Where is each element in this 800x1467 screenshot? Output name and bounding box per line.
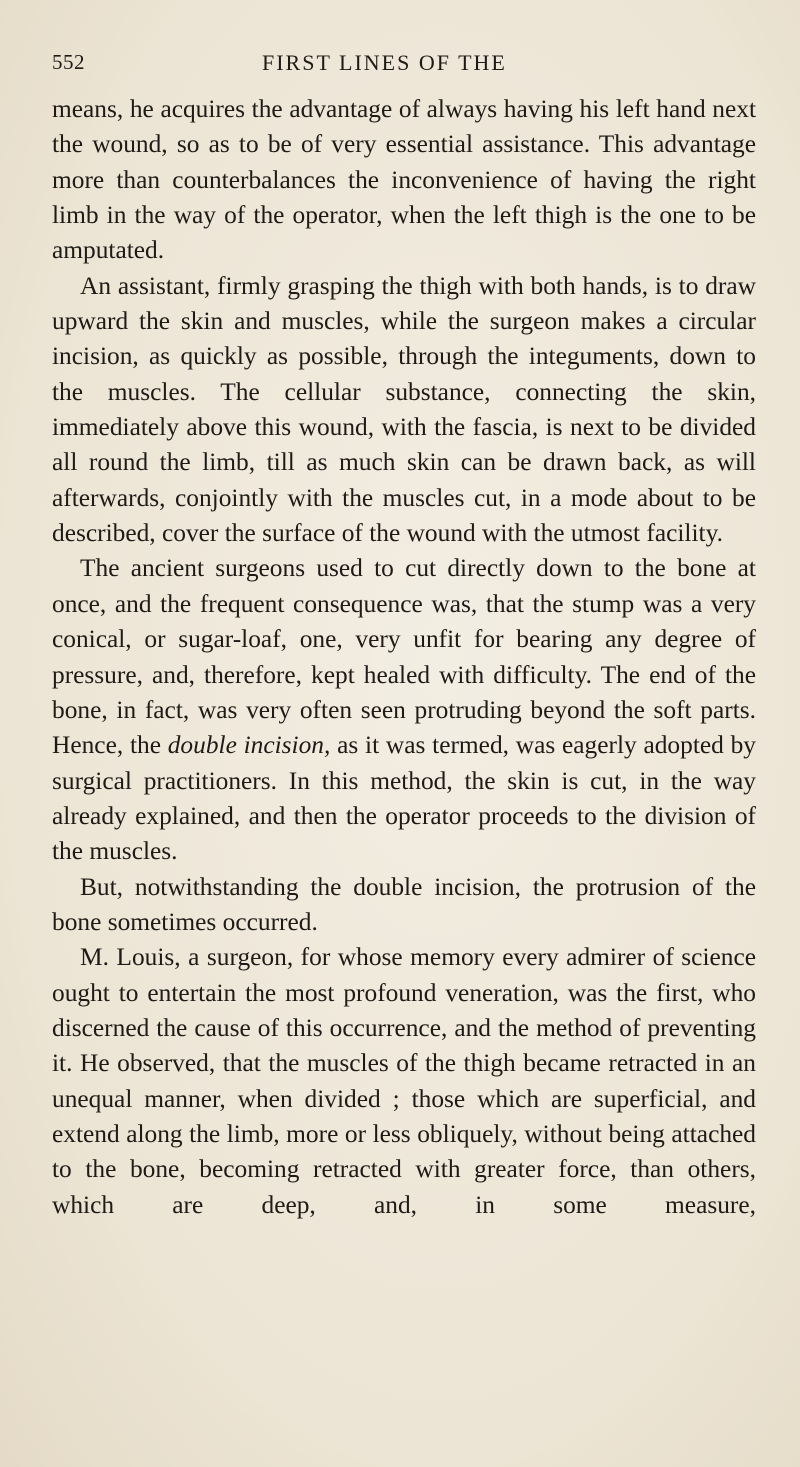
italic-term: double incision, [167,731,331,760]
running-head: FIRST LINES OF THE [262,50,507,75]
paragraph-continuation: means, he acquires the advantage of always having his left hand next the wound, so as to be of very essential assistance. This advantage more than counterbalances the inconvenience of having the right limb in the way of the operator, when the left thigh is the one to be amputated. [52,95,756,265]
paragraph-protrusion: But, notwithstanding the double incision, the protrusion of the bone sometimes occurred. [52,872,756,936]
body-text [52,92,756,1223]
page-number: 552 [52,50,85,74]
paragraph-text-after: as it was termed, was eagerly adopted by surgical practitioners. In this method, the skin is cut, in the way already explained, and then the operator proceeds to the division of the muscles. [52,731,756,866]
paragraph-louis: M. Louis, a surgeon, for whose memory every admirer of science ought to entertain the most profound veneration, was the first, who discerned the cause of this occurrence, and the method of preventing it. He observed, that the muscles of the thigh became retracted in an unequal manner, when divided ; those which are superficial, and extend along the limb, more or less obliquely, without being attached to the bone, becoming retracted with greater force, than others, which are deep, and, in some measure, [52,943,756,1219]
paragraph-assistant: An assistant, firmly grasping the thigh with both hands, is to draw upward the skin and muscles, while the surgeon makes a circular incision, as quickly as possible, through the integuments, down to the muscles. The cellular substance, connecting the skin, immediately above this wound, with the fascia, is next to be divided all round the limb, till as much skin can be drawn back, as will afterwards, conjointly with the muscles cut, in a mode about to be described, cover the surface of the wound with the utmost facility. [52,271,756,548]
page-header [52,50,752,84]
paragraph-text-before: The ancient surgeons used to cut directly down to the bone at once, and the frequent consequence was, that the stump was a very conical, or sugar-loaf, one, very unfit for bearing any degree of pressure, and, therefore, kept healed with difficulty. The end of the bone, in fact, was very often seen protruding beyond the soft parts. Hence, the [52,554,756,760]
paragraph-ancient-surgeons [52,551,756,869]
